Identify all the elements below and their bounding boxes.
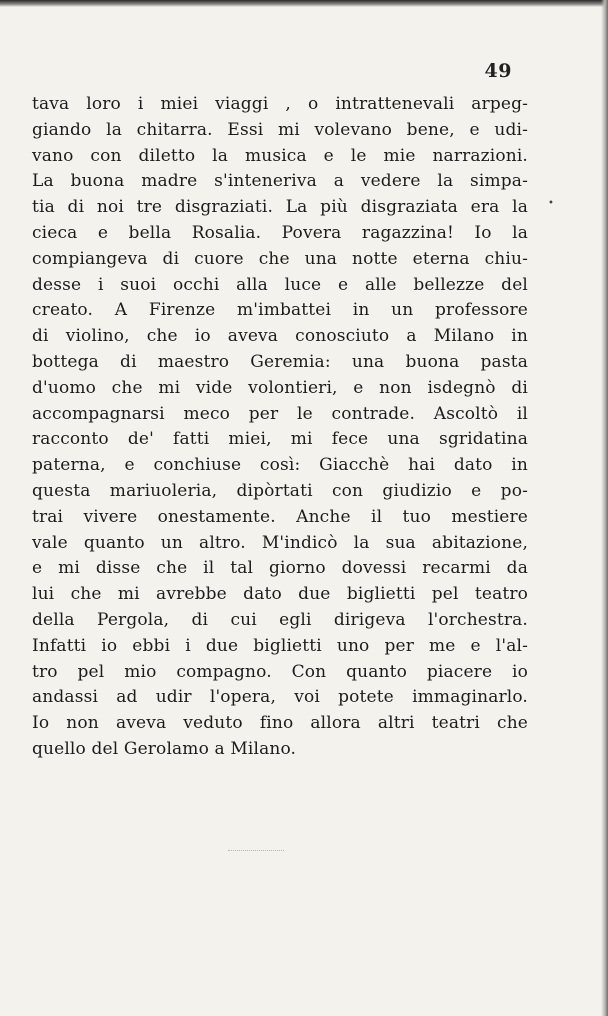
text-line: accompagnarsi meco per le contrade. Ascoltò il: [32, 403, 528, 424]
text-line: creato. A Firenze m'imbattei in un professore: [32, 300, 528, 321]
text-line: della Pergola, di cui egli dirigeva l'orchestra.: [32, 609, 528, 630]
text-line: racconto de' fatti miei, mi fece una sgridatina: [32, 429, 528, 450]
text-line: cieca e bella Rosalia. Povera ragazzina! Io la: [32, 222, 528, 243]
text-line: trai vivere onestamente. Anche il tuo mestiere: [32, 506, 528, 527]
body-text: [32, 92, 528, 763]
text-line: lui che mi avrebbe dato due biglietti pel teatro: [32, 584, 528, 605]
text-line: andassi ad udir l'opera, voi potete immaginarlo.: [32, 687, 528, 708]
text-line: d'uomo che mi vide volontieri, e non isdegnò di: [32, 377, 528, 398]
margin-mark: •: [548, 198, 554, 209]
text-line: e mi disse che il tal giorno dovessi recarmi da: [32, 558, 528, 579]
text-line-last: quello del Gerolamo a Milano.: [32, 738, 297, 759]
text-line: questa mariuoleria, dipòrtati con giudizio e po-: [32, 480, 528, 501]
text-line: tava loro i miei viaggi , o intrattenevali arpeg-: [32, 94, 528, 114]
text-line: tia di noi tre disgraziati. La più disgraziata era la: [32, 197, 528, 218]
text-line: di violino, che io aveva conosciuto a Milano in: [32, 326, 528, 347]
text-line: tro pel mio compagno. Con quanto piacere io: [32, 661, 528, 682]
text-line: compiangeva di cuore che una notte eterna chiu-: [32, 248, 528, 269]
text-line: paterna, e conchiuse così: Giacchè hai dato in: [32, 455, 528, 476]
page-top-edge: [0, 0, 608, 7]
text-line: La buona madre s'inteneriva a vedere la simpa-: [32, 171, 528, 192]
faint-smudge: [228, 850, 284, 853]
text-line: vano con diletto la musica e le mie narrazioni.: [32, 145, 528, 166]
text-line: desse i suoi occhi alla luce e alle bellezze del: [32, 274, 528, 295]
text-line: Infatti io ebbi i due biglietti uno per me e l'al-: [32, 635, 528, 656]
text-line: bottega di maestro Geremia: una buona pasta: [32, 351, 528, 372]
text-line: vale quanto un altro. M'indicò la sua abitazione,: [32, 532, 528, 553]
text-line: Io non aveva veduto fino allora altri teatri che: [32, 713, 528, 734]
text-line: giando la chitarra. Essi mi volevano bene, e udi-: [32, 119, 528, 140]
page-number: 49: [484, 60, 512, 82]
page-right-edge: [601, 0, 608, 1016]
